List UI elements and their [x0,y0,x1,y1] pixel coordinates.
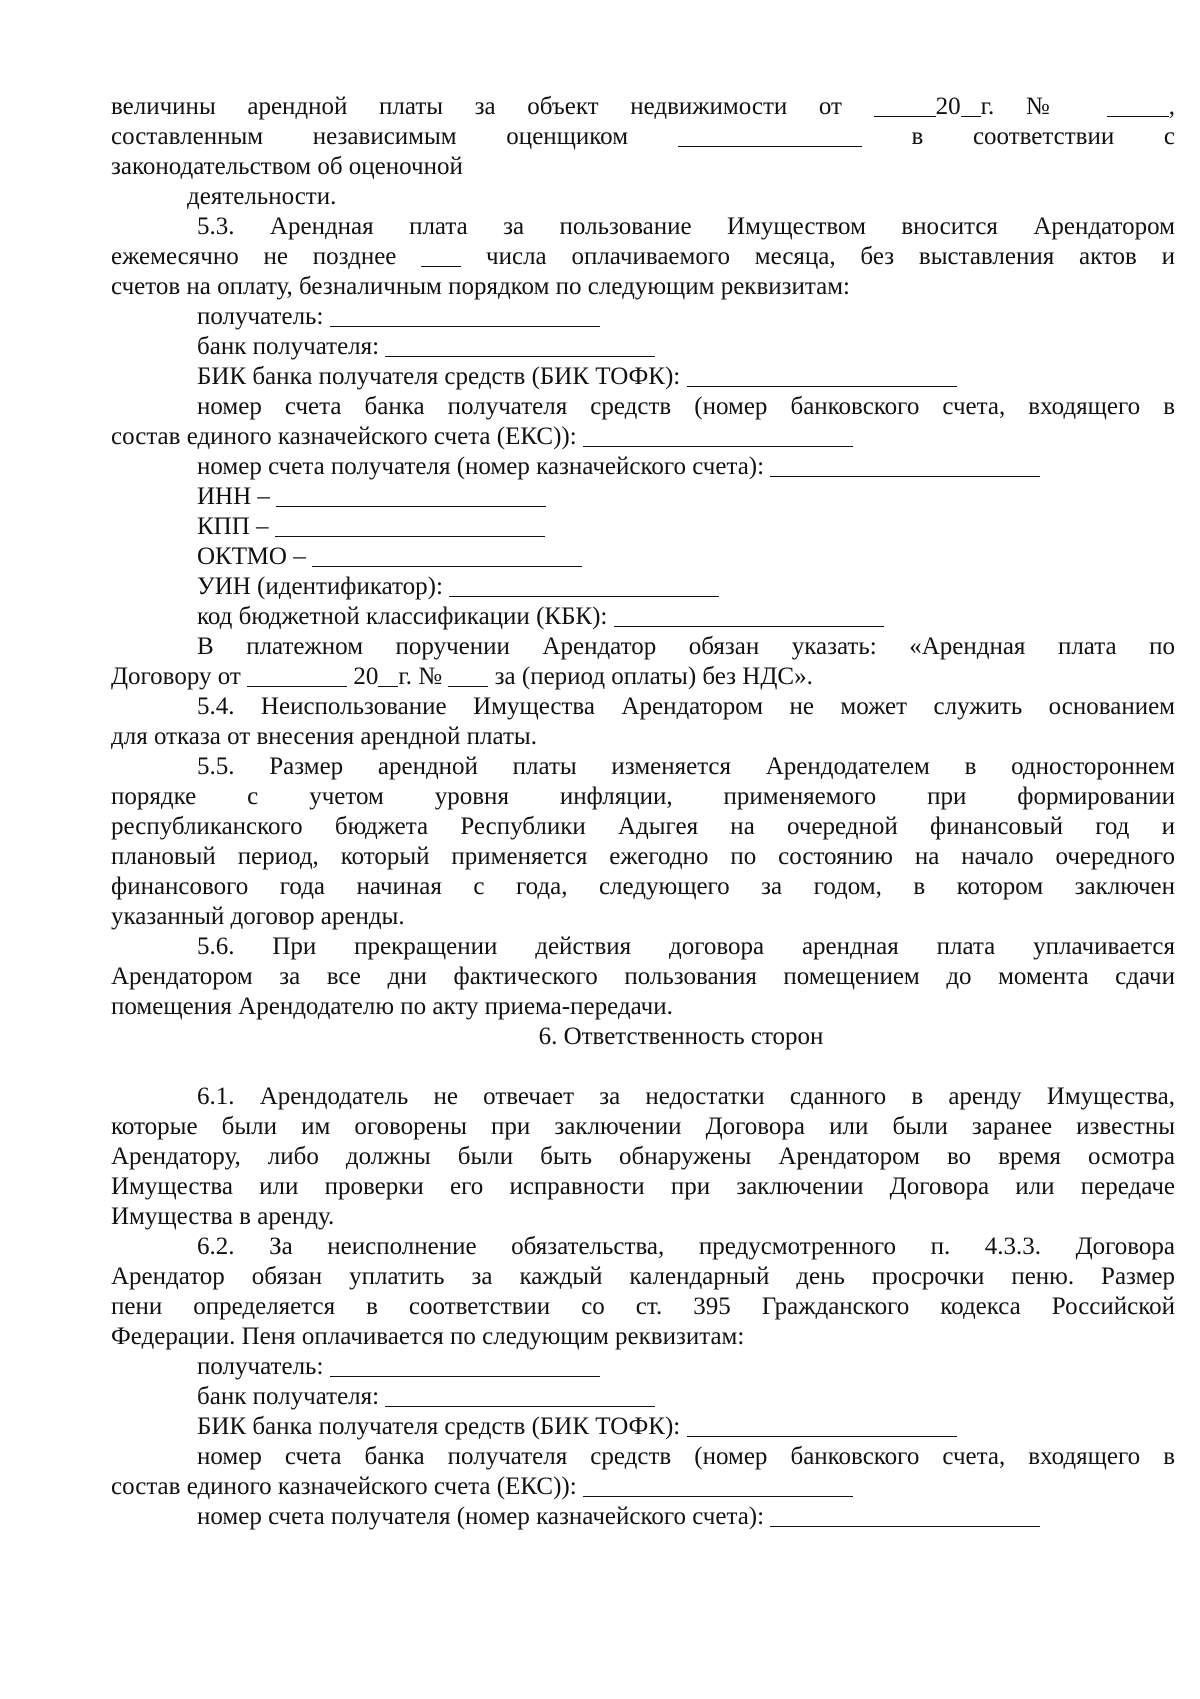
requisite-kbk: код бюджетной классификации (КБК): [197,602,1175,632]
blank-field [961,94,981,117]
requisite-bank: банк получателя: [197,332,1175,362]
text-line: порядке с учетом уровня инфляции, применяемого при формировании [111,783,1175,810]
paragraph-5-6: 5.6. При прекращении действия договора арендная плата уплачивается [197,933,1175,960]
text-line: Арендатором за все дни фактического пользования помещением до момента сдачи [111,963,1175,990]
paragraph-6-2: 6.2. За неисполнение обязательства, предусмотренного п. 4.3.3. Договора [197,1233,1175,1260]
blank-field [874,94,936,117]
requisite-bik: БИК банка получателя средств (БИК ТОФК): [197,362,1175,392]
text-line: счетов на оплату, безналичным порядком по следующим реквизитам: [111,273,850,300]
text-line: величины арендной платы за объект недвижимости от 20 г. № , [111,93,1176,120]
paragraph-5-4: 5.4. Неиспользование Имущества Арендатором не может служить основанием [197,693,1175,720]
text-line: для отказа от внесения арендной платы. [111,723,537,750]
blank-field [276,484,546,507]
blank-field [330,304,600,327]
paragraph-6-1: 6.1. Арендодатель не отвечает за недостатки сданного в аренду Имущества, [197,1083,1175,1110]
text-line: плановый период, который применяется ежегодно по состоянию на начало очередного [111,843,1175,870]
text-line: В платежном поручении Арендатор обязан указать: «Арендная плата по [197,633,1175,660]
text-line: помещения Арендодателю по акту приема-передачи. [111,993,673,1020]
text-line: законодательством об оценочной [111,153,463,180]
text-line: состав единого казначейского счета (ЕКС)): [111,422,1175,452]
blank-field [312,544,582,567]
text-line: деятельности. [187,183,337,210]
section-heading: 6. Ответственность сторон [538,1023,824,1050]
blank-field [678,124,862,147]
text-line: пени определяется в соответствии со ст. 395 Гражданского кодекса Российской [111,1293,1175,1320]
blank-field [247,664,347,687]
blank-field [687,364,957,387]
blank-field [614,604,884,627]
text-line: Имущества или проверки его исправности при заключении Договора или передаче [111,1173,1175,1200]
text-line: состав единого казначейского счета (ЕКС)): [111,1472,1175,1502]
text-line: Договору от 20 г. № за (период оплаты) без НДС». [111,663,813,690]
blank-field [770,454,1040,477]
text-line: которые были им оговорены при заключении Договора или были заранее известны [111,1113,1175,1140]
blank-field [449,574,719,597]
blank-field [385,334,655,357]
blank-field [385,1384,655,1407]
requisite-treasury-account: номер счета получателя (номер казначейского счета): [197,1502,1175,1532]
blank-field [770,1504,1040,1527]
paragraph-5-3: 5.3. Арендная плата за пользование Имуществом вносится Арендатором [197,213,1175,240]
blank-field [275,514,545,537]
requisite-inn: ИНН – [197,482,1175,512]
requisite-bank-account: номер счета банка получателя средств (номер банковского счета, входящего в [197,1443,1175,1470]
blank-field [583,424,853,447]
requisite-bank: банк получателя: [197,1382,1175,1412]
blank-field [378,664,398,687]
text-line: составленным независимым оценщиком в соответствии с [111,123,1175,150]
text-line: ежемесячно не позднее числа оплачиваемого месяца, без выставления актов и [111,243,1176,270]
requisite-recipient: получатель: [197,302,1175,332]
requisite-uin: УИН (идентификатор): [197,572,1175,602]
text-line: республиканского бюджета Республики Адыгея на очередной финансовый год и [111,813,1175,840]
requisite-bik: БИК банка получателя средств (БИК ТОФК): [197,1412,1175,1442]
text-line: Арендатор обязан уплатить за каждый календарный день просрочки пеню. Размер [111,1263,1175,1290]
blank-field [1107,94,1169,117]
text-line: указанный договор аренды. [111,903,405,930]
requisite-bank-account: номер счета банка получателя средств (номер банковского счета, входящего в [197,393,1175,420]
blank-field [583,1474,853,1497]
requisite-recipient: получатель: [197,1352,1175,1382]
blank-field [421,244,461,267]
blank-field [330,1354,600,1377]
requisite-oktmo: ОКТМО – [197,542,1175,572]
text-line: Арендатору, либо должны были быть обнаружены Арендатором во время осмотра [111,1143,1175,1170]
text-line: финансового года начиная с года, следующего за годом, в котором заключен [111,873,1175,900]
requisite-treasury-account: номер счета получателя (номер казначейского счета): [197,452,1175,482]
paragraph-5-5: 5.5. Размер арендной платы изменяется Арендодателем в одностороннем [197,753,1175,780]
blank-field [687,1414,957,1437]
blank-field [448,664,488,687]
text-line: Федерации. Пеня оплачивается по следующим реквизитам: [111,1323,745,1350]
text-line: Имущества в аренду. [111,1203,335,1230]
requisite-kpp: КПП – [197,512,1175,542]
